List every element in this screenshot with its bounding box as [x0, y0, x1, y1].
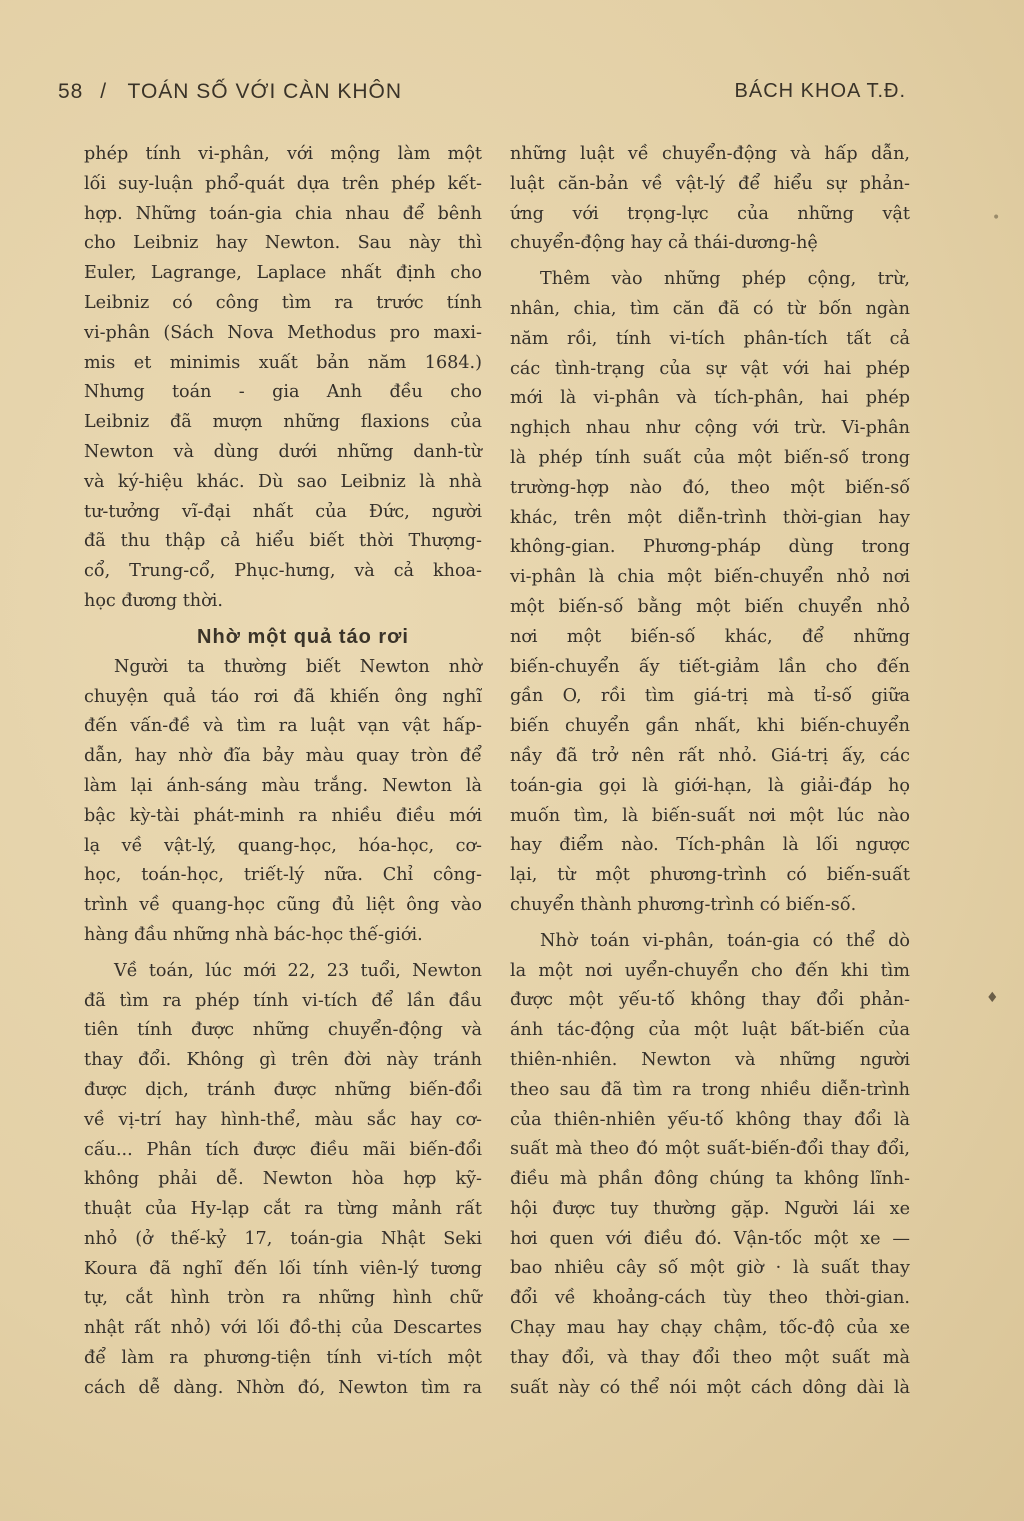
text-line: chuyện quả táo rơi đã khiến ông nghĩ: [84, 686, 482, 707]
left-para-3: [84, 957, 482, 1404]
text-line: thay đổi, và thay đổi theo một suất mà: [510, 1347, 910, 1368]
text-line: suất này có thể nói một cách dông dài là: [510, 1377, 910, 1398]
text-line: Euler, Lagrange, Laplace nhất định cho: [84, 263, 482, 284]
text-line: là phép tính suất của một biến-số trong: [510, 447, 910, 468]
text-line: luật căn-bản về vật-lý để hiểu sự phản-: [510, 173, 910, 194]
text-line: hơi quen với điều đó. Vận-tốc một xe —: [510, 1228, 910, 1249]
text-line: trình về quang-học cũng đủ liệt ông vào: [84, 895, 482, 916]
text-line: các tình-trạng của sự vật với hai phép: [510, 358, 910, 379]
text-line: thay đổi. Không gì trên đời này tránh: [84, 1050, 482, 1071]
text-line: hợp. Những toán-gia chia nhau để bênh: [84, 203, 482, 224]
text-line: trường-hợp nào đó, theo một biến-số: [510, 477, 910, 498]
text-line: nhật rất nhỏ) với lối đồ-thị của Descartes: [84, 1318, 482, 1339]
text-line: Newton và dùng dưới những danh-từ: [84, 441, 482, 462]
text-line: đến vấn-đề và tìm ra luật vạn vật hấp-: [84, 716, 482, 737]
text-line: không phải dễ. Newton hòa hợp kỹ-: [84, 1169, 482, 1190]
text-line: vi-phân (Sách Nova Methodus pro maxi-: [84, 322, 482, 343]
text-line: khác, trên một diễn-trình thời-gian hay: [510, 507, 910, 528]
left-para-2: [84, 653, 482, 951]
page-number: 58: [58, 80, 84, 103]
text-line: những luật về chuyển-động và hấp dẫn,: [510, 144, 910, 164]
right-para-1: [510, 140, 910, 259]
text-line: lối suy-luận phổ-quát dựa trên phép kết-: [84, 173, 482, 194]
right-column: [510, 140, 910, 1403]
text-line: dẫn, hay nhờ đĩa bảy màu quay tròn để: [84, 746, 482, 767]
text-line: lạ về vật-lý, quang-học, hóa-học, cơ-: [84, 835, 482, 856]
running-title: TOÁN SỐ VỚI CÀN KHÔN: [127, 80, 403, 103]
section-heading: Nhờ một quả táo rơi: [197, 625, 409, 648]
text-line: đã tìm ra phép tính vi-tích để lần đầu: [84, 990, 482, 1011]
text-line: gần O, rồi tìm giá-trị mà tỉ-số giữa: [510, 686, 910, 707]
text-line: nầy đã trở nên rất nhỏ. Giá-trị ấy, các: [510, 745, 910, 766]
text-line: mới là vi-phân và tích-phân, hai phép: [510, 388, 910, 409]
page-header: [58, 80, 906, 112]
text-line: suất mà theo đó một suất-biến-đổi thay đổi,: [510, 1139, 910, 1160]
text-line: nhỏ (ở thế-kỷ 17, toán-gia Nhật Seki: [84, 1228, 482, 1249]
text-line: chuyển-động hay cả thái-dương-hệ: [510, 233, 818, 254]
text-line: đã thu thập cả hiểu biết thời Thượng-: [84, 531, 482, 552]
text-line: nhân, chia, tìm căn đã có từ bốn ngàn: [510, 298, 910, 319]
text-line: Leibniz đã mượn những flaxions của: [84, 412, 482, 433]
text-line: chuyển thành phương-trình có biến-số.: [510, 894, 857, 915]
text-line: điều mà phần đông chúng ta không lĩnh-: [510, 1169, 910, 1190]
text-line: hội được tuy thường gặp. Người lái xe: [510, 1198, 910, 1219]
text-line: của thiên-nhiên yếu-tố không thay đổi là: [510, 1109, 910, 1130]
text-line: cổ, Trung-cổ, Phục-hưng, và cả khoa-: [84, 561, 482, 582]
text-line: làm lại ánh-sáng màu trắng. Newton là: [84, 775, 482, 796]
text-line: hàng đầu những nhà bác-học thế-giới.: [84, 924, 423, 945]
text-line: cho Leibniz hay Newton. Sau này thì: [84, 233, 482, 254]
text-line: Thêm vào những phép cộng, trừ,: [540, 269, 910, 290]
text-line: mis et minimis xuất bản năm 1684.): [84, 352, 482, 373]
text-line: về vị-trí hay hình-thể, màu sắc hay cơ-: [84, 1109, 482, 1130]
text-line: để làm ra phương-tiện tính vi-tích một: [84, 1348, 482, 1369]
text-line: la một nơi uyển-chuyển cho đến khi tìm: [510, 960, 910, 981]
text-line: Về toán, lúc mới 22, 23 tuổi, Newton: [114, 960, 482, 981]
text-line: bậc kỳ-tài phát-minh ra nhiều điều mới: [84, 805, 482, 826]
text-line: thiên-nhiên. Newton và những người: [510, 1049, 910, 1070]
margin-speck: •: [992, 210, 1001, 226]
publication-name: BÁCH KHOA T.Đ.: [734, 80, 906, 102]
text-line: Chạy mau hay chạy chậm, tốc-độ của xe: [510, 1318, 910, 1339]
text-line: thuật của Hy-lạp cắt ra từng mảnh rất: [84, 1199, 482, 1220]
text-line: một biến-số bằng một biến chuyển nhỏ: [510, 596, 910, 617]
left-column: [84, 140, 482, 1404]
text-line: học đương thời.: [84, 590, 223, 611]
header-separator: /: [100, 80, 108, 103]
text-line: theo sau đã tìm ra trong nhiều diễn-trình: [510, 1079, 910, 1100]
text-line: năm rồi, tính vi-tích phân-tích tất cả: [510, 328, 910, 349]
right-para-2: [510, 265, 910, 921]
text-line: lại, từ một phương-trình có biến-suất: [510, 865, 910, 886]
text-line: Nhưng toán - gia Anh đều cho: [84, 382, 482, 403]
text-line: nghịch nhau như cộng với trừ. Vi-phân: [510, 418, 910, 439]
text-line: biến-chuyển ấy tiết-giảm lần cho đến: [510, 656, 910, 677]
text-line: biến chuyển gần nhất, khi biến-chuyển: [510, 716, 910, 737]
text-line: bao nhiêu cây số một giờ · là suất thay: [510, 1258, 910, 1279]
text-line: toán-gia gọi là giới-hạn, là giải-đáp họ: [510, 775, 910, 796]
text-line: nơi một biến-số khác, để những: [510, 626, 910, 647]
right-para-3: [510, 927, 910, 1404]
text-line: không-gian. Phương-pháp dùng trong: [510, 537, 910, 558]
text-line: cấu... Phân tích được điều mãi biến-đổi: [84, 1139, 482, 1160]
text-line: Người ta thường biết Newton nhờ: [114, 656, 482, 677]
text-line: phép tính vi-phân, với mộng làm một: [84, 144, 482, 164]
text-line: và ký-hiệu khác. Dù sao Leibniz là nhà: [84, 471, 482, 492]
text-line: được dịch, tránh được những biến-đổi: [84, 1079, 482, 1100]
text-line: hay điểm nào. Tích-phân là lối ngược: [510, 835, 910, 856]
left-para-1: [84, 140, 482, 617]
text-line: được một yếu-tố không thay đổi phản-: [510, 990, 910, 1011]
text-line: tự, cắt hình tròn ra những hình chữ: [84, 1288, 482, 1309]
text-line: Koura đã nghĩ đến lối tính viên-lý tương: [84, 1258, 482, 1279]
text-line: cách dễ dàng. Nhờn đó, Newton tìm ra: [84, 1377, 482, 1398]
text-line: Nhờ toán vi-phân, toán-gia có thể dò: [540, 930, 910, 951]
text-line: học, toán-học, triết-lý nữa. Chỉ công-: [84, 865, 482, 886]
text-line: ánh tác-động của một luật bất-biến của: [510, 1020, 910, 1041]
margin-speck: ♦: [986, 990, 999, 1006]
text-line: tư-tưởng vĩ-đại nhất của Đức, người: [84, 501, 482, 522]
text-line: Leibniz có công tìm ra trước tính: [84, 292, 482, 313]
text-line: tiên tính được những chuyển-động và: [84, 1020, 482, 1041]
text-line: vi-phân là chia một biến-chuyển nhỏ nơi: [510, 567, 910, 588]
text-line: đổi về khoảng-cách tùy theo thời-gian.: [510, 1288, 910, 1309]
running-head-left: [58, 80, 402, 104]
text-line: ứng với trọng-lực của những vật: [510, 203, 910, 224]
text-line: muốn tìm, là biến-suất nơi một lúc nào: [510, 805, 910, 826]
